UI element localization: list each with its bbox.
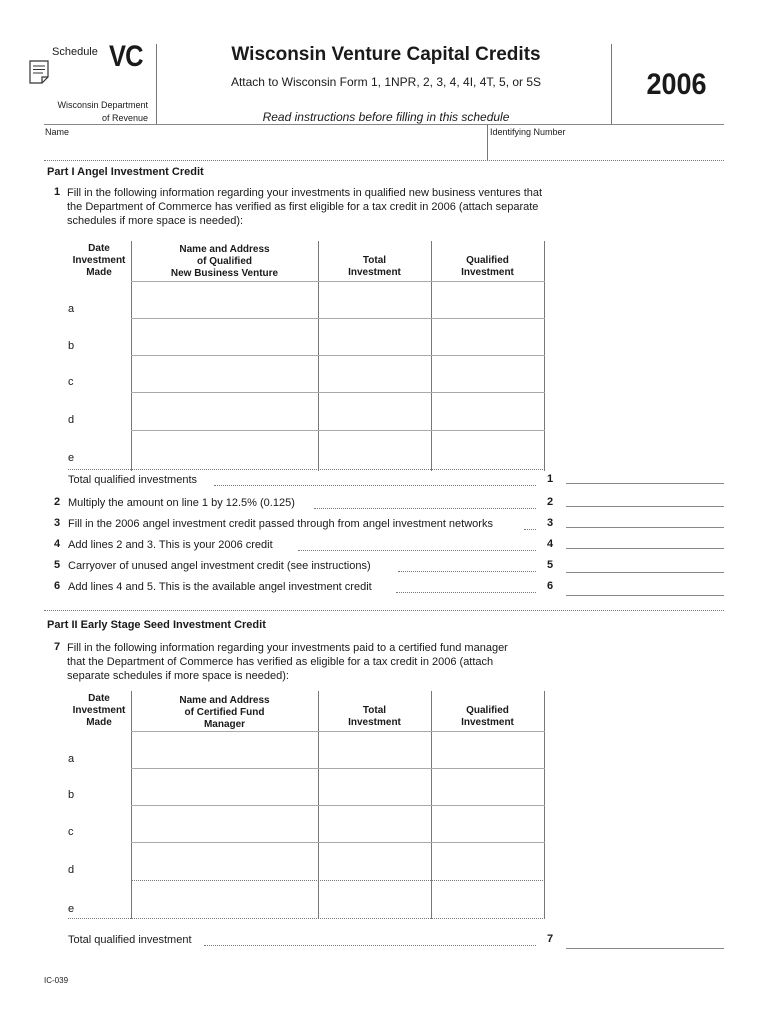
line-number: 4 [54, 538, 61, 550]
column-header-qualified-investment: Qualified Investment [461, 255, 514, 278]
read-instructions-note: Read instructions before filling in this schedule [262, 110, 510, 124]
line2-amount-field[interactable] [566, 506, 724, 507]
line-ref: 7 [547, 933, 554, 945]
line-number: 2 [54, 496, 61, 508]
line-text: Total qualified investment [68, 934, 192, 946]
identifying-number-label: Identifying Number [490, 127, 566, 137]
line-ref: 1 [547, 473, 554, 485]
schedule-icon [29, 60, 49, 84]
line7-instructions: Fill in the following information regarding your investments paid to a certified fund manager that the Department of Commerce has verified as eligible for a tax credit in 2006 (attach separate schedules if more space is needed): [67, 642, 508, 682]
identifying-number-field[interactable] [492, 138, 722, 158]
column-header-name-address: Name and Address of Certified Fund Manager [179, 695, 270, 730]
line-text: Total qualified investments [68, 474, 198, 486]
row-label: b [68, 789, 75, 801]
row-label: b [68, 340, 75, 352]
row-label: a [68, 303, 75, 315]
name-label: Name [45, 127, 70, 137]
schedule-label: Schedule [52, 46, 98, 58]
attach-instruction: Attach to Wisconsin Form 1, 1NPR, 2, 3, 4, 4I, 4T, 5, or 5S [230, 75, 542, 89]
column-header-name-address: Name and Address of Qualified New Business Venture [170, 244, 279, 279]
line-text: Fill in the 2006 angel investment credit passed through from angel investment networks [68, 518, 493, 530]
line1-instructions: Fill in the following information regarding your investments in qualified new business ventures that the Department of Commerce has verified as first eligible for a tax credit in 2006 (attach separate schedules if more space is needed): [67, 187, 543, 227]
line-text: Add lines 4 and 5. This is the available angel investment credit [68, 581, 372, 593]
row-label: d [68, 864, 75, 876]
line-ref: 3 [547, 517, 554, 529]
line3-amount-field[interactable] [566, 527, 724, 528]
line-ref: 4 [547, 538, 554, 550]
part2-title: Part II Early Stage Seed Investment Credit [47, 619, 266, 631]
row-label: e [68, 903, 75, 915]
line-text: Carryover of unused angel investment credit (see instructions) [68, 560, 371, 572]
row-label: e [68, 452, 75, 464]
schedule-code: VC [109, 40, 143, 73]
line-ref: 5 [547, 559, 554, 571]
row-label: c [68, 376, 74, 388]
row-label: c [68, 826, 74, 838]
row-label: d [68, 414, 75, 426]
line-number: 7 [54, 641, 61, 653]
line-ref: 6 [547, 580, 554, 592]
line1-amount-field[interactable] [566, 483, 724, 484]
line-number: 1 [54, 186, 61, 198]
form-title: Wisconsin Venture Capital Credits [231, 44, 541, 65]
form-id: IC-039 [44, 976, 69, 985]
line-ref: 2 [547, 496, 554, 508]
department-name: Wisconsin Department of Revenue [57, 100, 148, 123]
row-label: a [68, 753, 75, 765]
line-number: 5 [54, 559, 61, 571]
line6-amount-field[interactable] [566, 595, 724, 596]
tax-year: 2006 [646, 68, 707, 101]
line-text: Multiply the amount on line 1 by 12.5% (0.125) [68, 497, 295, 509]
column-header-total-investment: Total Investment [348, 705, 401, 728]
name-field[interactable] [60, 138, 480, 158]
column-header-total-investment: Total Investment [348, 255, 401, 278]
line-number: 3 [54, 517, 61, 529]
part1-title: Part I Angel Investment Credit [47, 166, 204, 178]
line4-amount-field[interactable] [566, 548, 724, 549]
line7-amount-field[interactable] [566, 948, 724, 949]
line5-amount-field[interactable] [566, 572, 724, 573]
column-header-date: Date Investment Made [72, 693, 126, 728]
column-header-qualified-investment: Qualified Investment [461, 705, 514, 728]
column-header-date: Date Investment Made [72, 243, 126, 278]
line-number: 6 [54, 580, 61, 592]
line-text: Add lines 2 and 3. This is your 2006 credit [68, 539, 273, 551]
